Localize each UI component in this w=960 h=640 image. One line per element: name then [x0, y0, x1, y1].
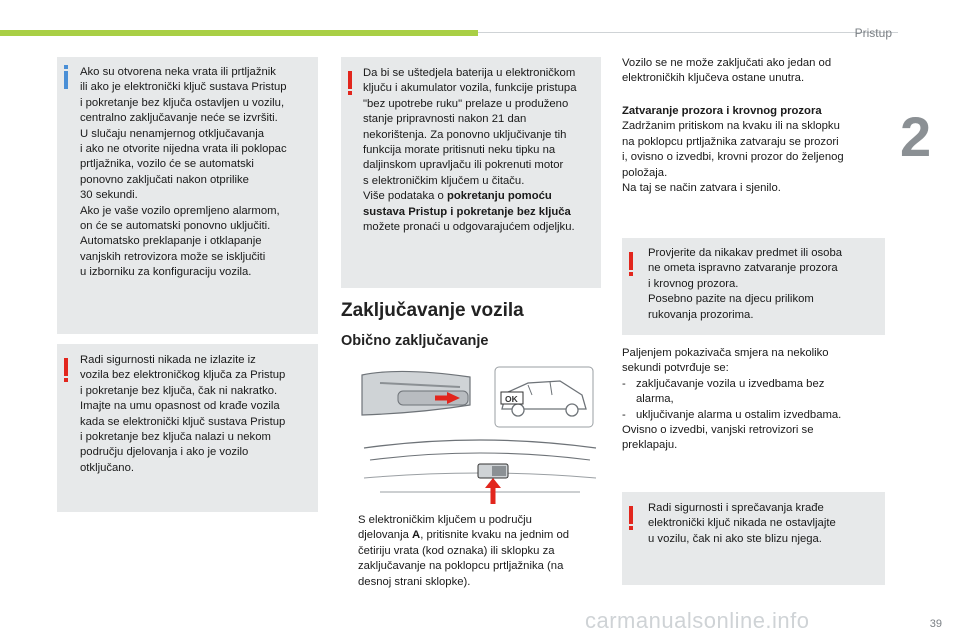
battery-warning-text: Da bi se uštedjela baterija u elektroničkom ključu i akumulator vozila, funkcije pristupa "bez upotrebe ruku" prelaze u produženo stanje pripravnosti nakon 21 dan nekorištenja. Za ponovno uključivanje tih funkcija morate pritisnuti neku tipku na daljinskom upravljaču ili pokrenuti motor s elektroničkim ključem u čitaču. Više podataka o pokretanju pomoću sustava Pristup i pokretanje bez ključa možete pronaći u odgovarajućem odjeljku. — [363, 67, 577, 234]
windows-warning-text: Provjerite da nikakav predmet ili osoba ne ometa ispravno zatvaranje prozora i krovnog prozora. Posebno pazite na djecu prilikom rukovanja prozorima. — [648, 247, 843, 321]
confirmation-text: Paljenjem pokazivača smjera na nekoliko sekundi potvrđuje se: - zaključavanje vozila u izvedbama bez alarma, - uključivanje alarma u ostalim izvedbama. Ovisno o izvedbi, vanjski retrovizori se preklapaju. — [622, 346, 892, 454]
windows-section: Zatvaranje prozora i krovnog prozora Zadržanim pritiskom na kvaku ili na sklopku na poklopcu prtljažnika zatvaraju se prozori i, ovisno o izvedbi, krovni prozor do željenog položaja. Na taj se način zatvara i sjenilo. — [622, 104, 892, 196]
theft-warning-text: Radi sigurnosti i sprečavanja krađe elektronički ključ nikada ne ostavljajte u vozilu, čak ni ako ste blizu njega. — [648, 502, 836, 545]
intro-text: Vozilo se ne može zaključati ako jedan od elektroničkih ključeva ostane unutra. — [622, 57, 832, 85]
chapter-number: 2 — [900, 105, 932, 168]
warning-icon — [629, 252, 633, 270]
windows-warning-box — [622, 238, 885, 335]
list-item: - uključivanje alarma u ostalim izvedbama. — [622, 408, 892, 423]
info-icon — [64, 71, 68, 89]
header-rule — [478, 32, 898, 33]
subsection-heading: Obično zaključavanje — [341, 333, 489, 349]
warning-icon — [64, 358, 68, 376]
header-accent-bar — [0, 30, 478, 36]
warning-icon — [348, 71, 352, 89]
theft-warning-box — [622, 492, 885, 585]
section-title: Pristup — [854, 26, 892, 40]
warning-note-box — [57, 344, 318, 512]
windows-title: Zatvaranje prozora i krovnog prozora — [622, 105, 822, 117]
section-heading: Zaključavanje vozila — [341, 300, 524, 321]
ok-label: OK — [505, 394, 518, 404]
door-handle-illustration — [360, 365, 600, 435]
info-note-box — [57, 57, 318, 334]
step-instruction: S elektroničkim ključem u području djelovanja A, pritisnite kvaku na jednim od četiriju vrata (kod oznaka) ili sklopku za zaključavanje na poklopcu prtljažnika (na desnoj strani sklopke). — [358, 514, 570, 588]
info-note-text: Ako su otvorena neka vrata ili prtljažnik ili ako je elektronički ključ sustava Pristup i pokretanje bez ključa ostavljen u vozilu, centralno zaključavanje neće se izvršiti. U slučaju nenamjernog otključavanja i ako ne otvorite nijedna vrata ili poklopac prtljažnika, vozilo će se automatski ponovno zaključati nakon otprilike 30 sekundi. Ako je vaše vozilo opremljeno alarmom, on će se automatski ponovno uključiti. Automatsko preklapanje i otklapanje vanjskih retrovizora može se isključiti u izborniku za konfiguraciju vozila. — [80, 66, 287, 279]
battery-warning-box — [341, 57, 601, 288]
tailgate-switch-illustration — [360, 438, 600, 510]
page-number: 39 — [929, 618, 942, 630]
warning-icon — [629, 506, 633, 524]
list-item: - zaključavanje vozila u izvedbama bez alarma, — [622, 377, 892, 408]
watermark: carmanualsonline.info — [585, 608, 810, 633]
warning-note-text: Radi sigurnosti nikada ne izlazite iz vozila bez elektroničkog ključa za Pristup i pokretanje bez ključa, čak ni nakratko. Imajte na umu opasnost od krađe vozila kada se elektronički ključ sustava Pristup i pokretanje bez ključa nalazi u nekom području djelovanja i ako je vozilo otključano. — [80, 354, 286, 474]
